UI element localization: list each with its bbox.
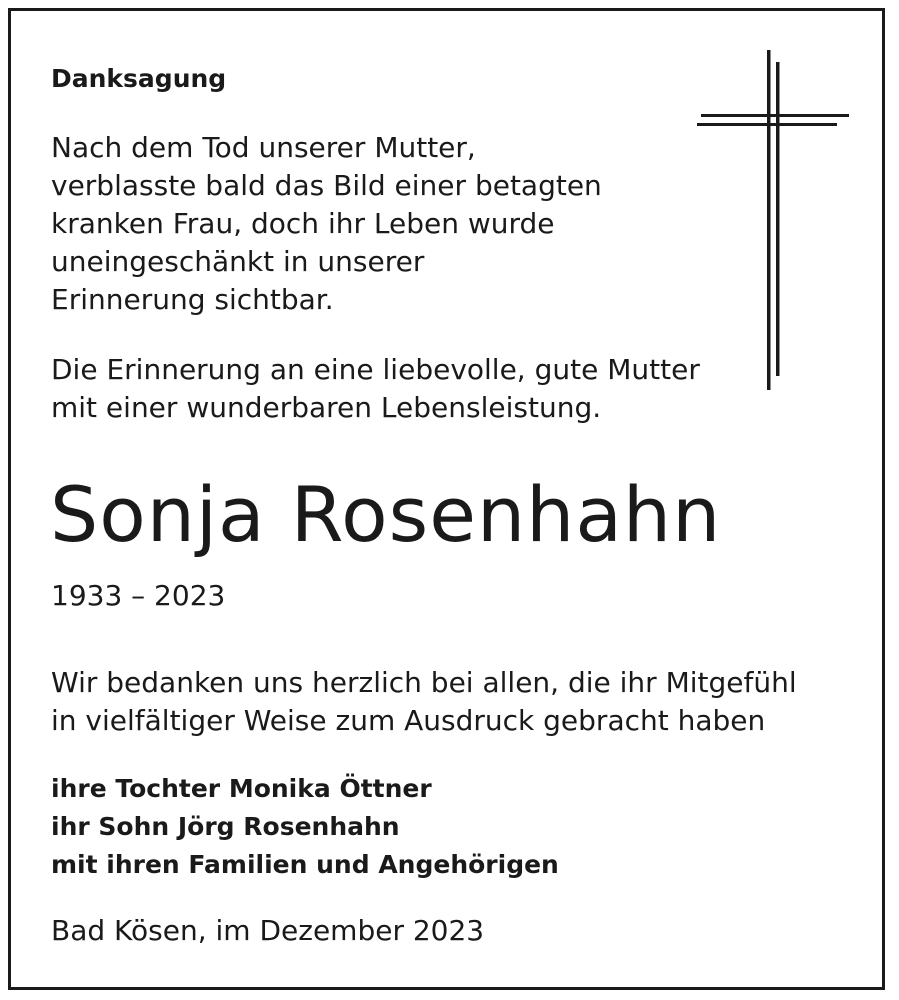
memory-paragraph [51,351,751,427]
memory-line: mit einer wunderbaren Lebensleistung. [51,391,602,424]
signer-line: ihr Sohn Jörg Rosenhahn [51,812,400,841]
intro-paragraph [51,129,731,319]
memory-line: Die Erinnerung an eine liebevolle, gute Mutter [51,353,700,386]
intro-line: Nach dem Tod unserer Mutter, [51,131,476,164]
cross-icon [697,50,849,390]
signers-list [51,770,559,884]
thanks-line: Wir bedanken uns herzlich bei allen, die ihr Mitgefühl [51,666,797,699]
deceased-name: Sonja Rosenhahn [50,470,722,559]
life-dates: 1933 – 2023 [51,579,226,612]
place-date: Bad Kösen, im Dezember 2023 [51,914,485,947]
intro-line: uneingeschänkt in unserer [51,245,425,278]
signer-line: ihre Tochter Monika Öttner [51,774,432,803]
thanks-paragraph [51,664,851,740]
intro-line: Erinnerung sichtbar. [51,283,334,316]
signer-line: mit ihren Familien und Angehörigen [51,850,559,879]
notice-heading: Danksagung [51,64,227,93]
intro-line: kranken Frau, doch ihr Leben wurde [51,207,555,240]
thanks-line: in vielfältiger Weise zum Ausdruck gebracht haben [51,704,766,737]
intro-line: verblasste bald das Bild einer betagten [51,169,602,202]
